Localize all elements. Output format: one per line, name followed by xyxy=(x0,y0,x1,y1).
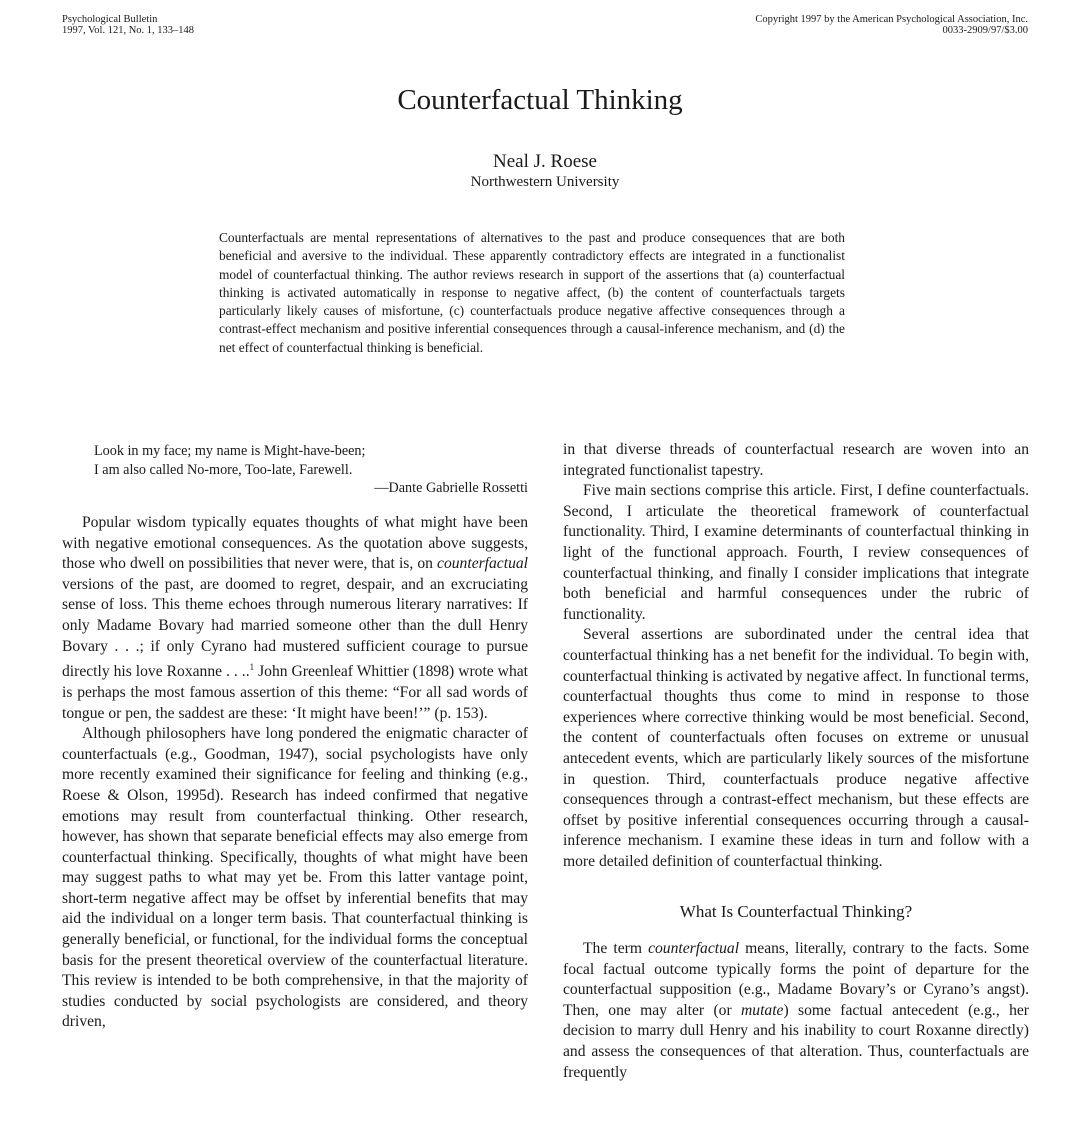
footnote-marker[interactable]: 1 xyxy=(249,662,255,673)
italic-term: mutate xyxy=(741,1001,784,1019)
epigraph-line-2: I am also called No-more, Too-late, Farewell. xyxy=(94,461,353,478)
italic-term: counterfactual xyxy=(437,555,528,573)
section-heading: What Is Counterfactual Thinking? xyxy=(679,902,913,922)
italic-term: counterfactual xyxy=(648,940,740,958)
body-paragraph: in that diverse threads of counterfactual research are woven into an integrated functionalist tapestry. xyxy=(563,441,1029,479)
copyright-line: Copyright 1997 by the American Psychological Association, Inc. xyxy=(755,14,1028,25)
body-paragraph: Five main sections comprise this article. First, I define counterfactuals. Second, I articulate the theoretical framework of counterfactual functionality. Third, I examine determinants of counterfactual thinking in light of the functional approach. Fourth, I review consequences of counterfactual thinking, and finally I consider implications that integrate both beneficial and harmful consequences under the rubric of functionality. xyxy=(563,482,1029,623)
epigraph xyxy=(94,442,532,498)
text-run: versions of the past, are doomed to regret, despair, and an excruciating sense of loss. This theme echoes through numerous literary narratives: If only Madame Bovary had married someone other than the dull Henry Bovary . . .; if only Cyrano had mustered sufficient courage to pursue directly his love Roxanne . . .. xyxy=(62,575,528,681)
author-name: Neal J. Roese xyxy=(493,151,597,172)
abstract: Counterfactuals are mental representations of alternatives to the past and produce consequences that are both beneficial and aversive to the individual. These apparently contradictory effects are integrated in a functionalist model of counterfactual thinking. The author reviews research in support of the assertions that (a) counterfactual thinking is activated automatically in response to negative affect, (b) the content of counterfactuals targets particularly likely causes of misfortune, (c) counterfactuals produce negative affective consequences through a contrast-effect mechanism and positive inferential consequences through a causal-inference mechanism, and (d) the net effect of counterfactual thinking is beneficial. xyxy=(219,230,845,355)
left-column xyxy=(62,513,528,1033)
issn-code: 0033-2909/97/$3.00 xyxy=(942,25,1028,36)
body-paragraph: Several assertions are subordinated under the central idea that counterfactual thinking has a net benefit for the individual. To begin with, counterfactual thinking is activated by negative affect. In functional terms, counterfactual thoughts thus come to mind in response to those experiences where corrective thinking would be most beneficial. Second, the content of counterfactuals often focuses on extreme or unusual antecedent events, which are particularly likely sources of the misfortune in question. Third, counterfactuals produce negative affective consequences through a contrast-effect mechanism, but these effects are offset by positive inferential consequences occurring through a causal-inference mechanism. I examine these ideas in turn and follow with a more detailed definition of counterfactual thinking. xyxy=(563,626,1029,870)
copyright-header xyxy=(755,14,1028,36)
epigraph-attribution: —Dante Gabrielle Rossetti xyxy=(374,480,528,496)
journal-volume: 1997, Vol. 121, No. 1, 133–148 xyxy=(62,25,195,36)
author-affiliation: Northwestern University xyxy=(470,174,620,190)
text-run: John Greenleaf Whittier (1898) wrote what is perhaps the most famous assertion of this theme: “For all sad words of tongue or pen, the saddest are these: ‘It might have been!’” (p. 153). xyxy=(62,663,528,722)
text-run: The term xyxy=(583,940,649,958)
body-paragraph xyxy=(62,513,528,724)
text-run: Popular wisdom typically equates thoughts of what might have been with negative emotional consequences. As the quotation above suggests, those who dwell on possibilities that never were, that is, on xyxy=(62,514,528,573)
text-run: ) some factual antecedent (e.g., her decision to marry dull Henry and his inability to court Roxanne directly) and assess the consequences of that alteration. Thus, counterfactuals are frequently xyxy=(563,1001,1029,1081)
article-title: Counterfactual Thinking xyxy=(397,84,683,116)
journal-name: Psychological Bulletin xyxy=(62,14,158,25)
right-column xyxy=(563,440,1029,1083)
text-run: means, literally, contrary to the facts. Some focal factual outcome typically forms the point of departure for the counterfactual supposition (e.g., Madame Bovary’s or Cyrano’s angst). Then, one may alter (or xyxy=(563,940,1030,1019)
epigraph-line-1: Look in my face; my name is Might-have-been; xyxy=(94,443,366,459)
body-paragraph: Although philosophers have long pondered the enigmatic character of counterfactuals (e.g., Goodman, 1947), social psychologists have only more recently examined their significance for feeling and thinking (e.g., Roese & Olson, 1995d). Research has indeed confirmed that negative emotions may result from counterfactual thinking. Other research, however, has shown that separate beneficial effects may also emerge from counterfactual thinking. Specifically, thoughts of what might have been may suggest paths to what may yet be. From this latter vantage point, short-term negative affect may be offset by inferential benefits that may aid the individual on a longer term basis. That counterfactual thinking is generally beneficial, or functional, for the individual forms the conceptual basis for the present theoretical overview of the counterfactual literature. This review is intended to be both comprehensive, in that the majority of studies conducted by social psychologists are considered, and theory driven, xyxy=(62,725,528,1031)
journal-header xyxy=(62,14,194,36)
body-paragraph xyxy=(563,939,1029,1083)
